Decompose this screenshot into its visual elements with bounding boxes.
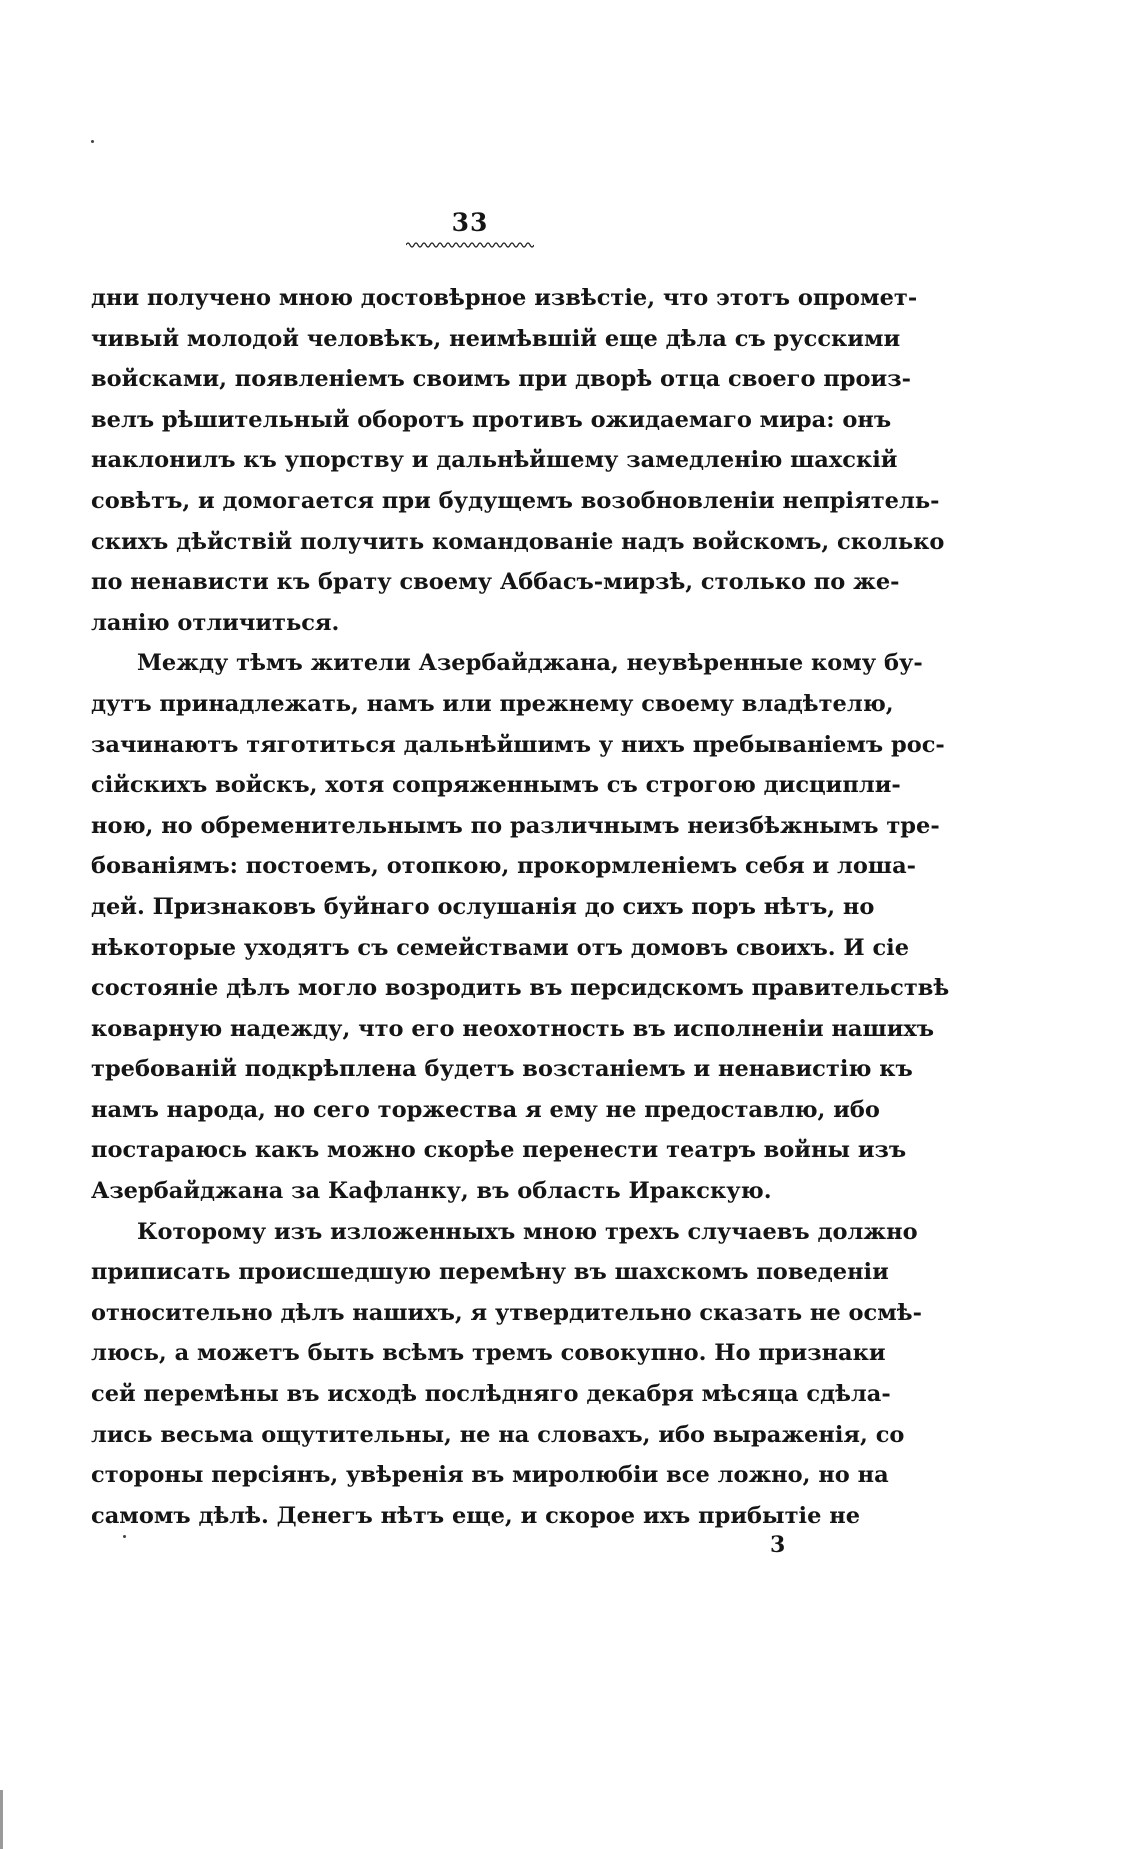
- text-line: войсками, появленіемъ своимъ при дворѣ отца своего произ-: [91, 366, 911, 393]
- text-line: по ненависти къ брату своему Аббасъ-мирзѣ, столько по же-: [91, 569, 900, 596]
- paragraph: [91, 643, 950, 1211]
- text-line: дутъ принадлежать, намъ или прежнему своему владѣтелю,: [91, 690, 894, 717]
- text-line: зачинаютъ тяготиться дальнѣйшимъ у нихъ пребываніемъ рос-: [91, 731, 945, 758]
- text-line: дни получено мною достовѣрное извѣстіе, что этотъ опромет-: [91, 285, 918, 311]
- text-line: велъ рѣшительный оборотъ противъ ожидаемаго мира: онъ: [91, 406, 892, 433]
- ink-speck: [123, 1535, 126, 1538]
- paragraph: [91, 1212, 922, 1537]
- text-line: чивый молодой человѣкъ, неимѣвшій еще дѣла съ русскими: [91, 325, 901, 352]
- text-line: Которому изъ изложенныхъ мною трехъ случаевъ должно: [137, 1218, 918, 1245]
- text-line: лись весьма ощутительны, не на словахъ, ибо выраженія, со: [91, 1421, 905, 1448]
- text-line: скихъ дѣйствій получить командованіе надъ войскомъ, сколько: [91, 528, 945, 555]
- ink-speck: [91, 140, 94, 143]
- text-line: дей. Признаковъ буйнаго ослушанія до сихъ поръ нѣтъ, но: [91, 893, 875, 920]
- text-line: сей перемѣны въ исходѣ послѣдняго декабря мѣсяца сдѣла-: [91, 1381, 891, 1408]
- text-line: нѣкоторые уходятъ съ семействами отъ домовъ своихъ. И сіе: [91, 934, 910, 961]
- text-line: ланію отличиться.: [91, 609, 340, 636]
- text-line: относительно дѣлъ нашихъ, я утвердительно сказать не осмѣ-: [91, 1299, 922, 1326]
- text-line: Азербайджана за Кафланку, въ область Иракскую.: [91, 1178, 772, 1205]
- body-text: [91, 278, 950, 1536]
- text-line: люсь, а можетъ быть всѣмъ тремъ совокупно. Но признаки: [91, 1340, 886, 1367]
- text-line: наклонилъ къ упорству и дальнѣйшему замедленію шахскій: [91, 447, 898, 474]
- text-line: состояніе дѣлъ могло возродить въ персидскомъ правительствѣ: [91, 975, 950, 1002]
- text-line: постараюсь какъ можно скорѣе перенести театръ войны изъ: [91, 1137, 907, 1164]
- text-line: сійскихъ войскъ, хотя сопряженнымъ съ строгою дисципли-: [91, 772, 901, 799]
- text-line: самомъ дѣлѣ. Денегъ нѣтъ еще, и скорое ихъ прибытіе не: [91, 1502, 861, 1529]
- text-line: стороны персіянъ, увѣренія въ миролюбіи все ложно, но на: [91, 1462, 889, 1489]
- text-line: коварную надежду, что его неохотность въ исполненіи нашихъ: [91, 1015, 935, 1042]
- text-line: приписать происшедшую перемѣну въ шахскомъ поведеніи: [91, 1259, 889, 1286]
- scan-edge-mark: [0, 1790, 3, 1849]
- page-header: [405, 208, 535, 249]
- text-line: Между тѣмъ жители Азербайджана, неувѣренные кому бу-: [137, 650, 923, 677]
- wavy-rule-ornament: [406, 241, 534, 249]
- printer-signature-mark: 3: [770, 1532, 786, 1558]
- text-line: намъ народа, но сего торжества я ему не предоставлю, ибо: [91, 1096, 880, 1123]
- text-line: ною, но обременительнымъ по различнымъ неизбѣжнымъ тре-: [91, 812, 940, 839]
- page-number: 33: [451, 208, 489, 237]
- paragraph: [91, 278, 945, 643]
- text-line: бованіямъ: постоемъ, отопкою, прокормленіемъ себя и лоша-: [91, 853, 916, 880]
- text-line: совѣтъ, и домогается при будущемъ возобновленіи непріятель-: [91, 487, 940, 514]
- text-line: требованій подкрѣплена будетъ возстаніемъ и ненавистію къ: [91, 1056, 913, 1083]
